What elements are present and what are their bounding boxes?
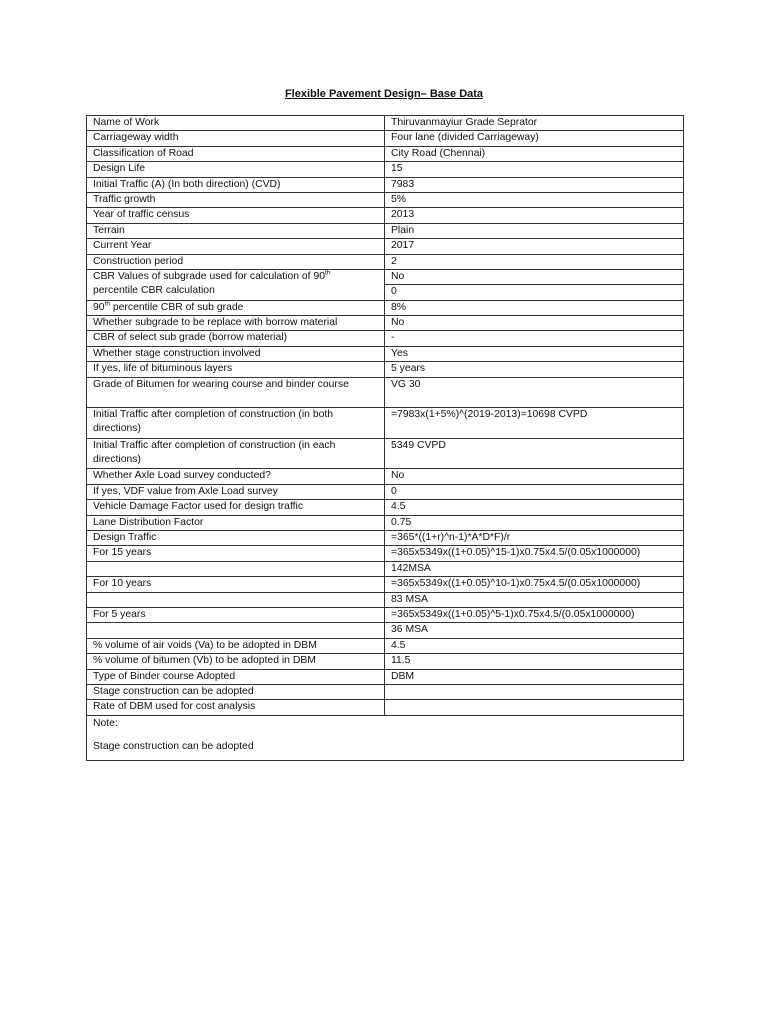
row-label: Initial Traffic (A) (In both direction) (CVD) [87, 177, 385, 192]
row-value: Plain [385, 223, 684, 238]
table-row [87, 469, 684, 484]
row-label: Lane Distribution Factor [87, 515, 385, 530]
row-label: Whether Axle Load survey conducted? [87, 469, 385, 484]
table-row [87, 515, 684, 530]
row-value: 2 [385, 254, 684, 269]
note-heading: Note: [93, 717, 118, 729]
row-value: 36 MSA [385, 623, 684, 638]
row-label: Current Year [87, 239, 385, 254]
row-value: 11.5 [385, 654, 684, 669]
row-value: =365x5349x((1+0.05)^10-1)x0.75x4.5/(0.05x1000000) [385, 577, 684, 592]
row-label: Initial Traffic after completion of construction (in both directions) [87, 408, 385, 439]
row-value: No [385, 269, 684, 284]
row-label: Design Traffic [87, 530, 385, 545]
table-row [87, 684, 684, 699]
table-row [87, 223, 684, 238]
row-value: DBM [385, 669, 684, 684]
table-row [87, 362, 684, 377]
row-value: 5349 CVPD [385, 438, 684, 469]
row-label: Classification of Road [87, 146, 385, 161]
note-cell [87, 715, 684, 760]
row-label: If yes, VDF value from Axle Load survey [87, 484, 385, 499]
table-row [87, 131, 684, 146]
row-value: =365x5349x((1+0.05)^15-1)x0.75x4.5/(0.05x1000000) [385, 546, 684, 561]
row-value: 0 [385, 484, 684, 499]
row-label: Whether stage construction involved [87, 346, 385, 361]
row-label: % volume of bitumen (Vb) to be adopted in DBM [87, 654, 385, 669]
row-label: Grade of Bitumen for wearing course and binder course [87, 377, 385, 408]
row-value [385, 684, 684, 699]
row-label [87, 561, 385, 576]
row-label: Rate of DBM used for cost analysis [87, 700, 385, 715]
row-value: No [385, 469, 684, 484]
percentile-label: percentile CBR of sub grade [109, 301, 244, 313]
row-label [87, 269, 385, 300]
table-row [87, 577, 684, 592]
row-value: 0.75 [385, 515, 684, 530]
table-row [87, 484, 684, 499]
table-row [87, 146, 684, 161]
document-title: Flexible Pavement Design– Base Data [284, 88, 484, 100]
row-value [385, 700, 684, 715]
row-label: If yes, life of bituminous layers [87, 362, 385, 377]
table-row [87, 623, 684, 638]
row-label: Construction period [87, 254, 385, 269]
table-row [87, 316, 684, 331]
note-text: Stage construction can be adopted [93, 740, 254, 752]
row-label: Carriageway width [87, 131, 385, 146]
row-label: Vehicle Damage Factor used for design traffic [87, 500, 385, 515]
table-row [87, 500, 684, 515]
table-row [87, 638, 684, 653]
row-value: No [385, 316, 684, 331]
row-value: 2017 [385, 239, 684, 254]
row-value: 8% [385, 300, 684, 315]
row-value: 0 [385, 285, 684, 300]
row-label: CBR of select sub grade (borrow material) [87, 331, 385, 346]
row-label: Terrain [87, 223, 385, 238]
table-row [87, 408, 684, 439]
row-label [87, 300, 385, 315]
row-label: For 5 years [87, 607, 385, 622]
table-row [87, 239, 684, 254]
note-row [87, 715, 684, 760]
cbr-label-line1: CBR Values of subgrade used for calculation of 90 [93, 270, 326, 282]
ordinal-suffix: th [325, 269, 331, 277]
row-value: =7983x(1+5%)^(2019-2013)=10698 CVPD [385, 408, 684, 439]
row-label [87, 623, 385, 638]
table-row [87, 254, 684, 269]
row-label: For 10 years [87, 577, 385, 592]
row-label: Stage construction can be adopted [87, 684, 385, 699]
table-row [87, 346, 684, 361]
row-label: Traffic growth [87, 192, 385, 207]
table-row [87, 177, 684, 192]
percentile-number: 90 [93, 301, 105, 313]
row-label: For 15 years [87, 546, 385, 561]
row-label: Initial Traffic after completion of construction (in each directions) [87, 438, 385, 469]
row-value: Thiruvanmayiur Grade Seprator [385, 116, 684, 131]
row-value: Four lane (divided Carriageway) [385, 131, 684, 146]
table-row [87, 438, 684, 469]
table-row [87, 561, 684, 576]
table-row [87, 269, 684, 284]
row-value: 4.5 [385, 500, 684, 515]
row-label: Type of Binder course Adopted [87, 669, 385, 684]
row-value: City Road (Chennai) [385, 146, 684, 161]
table-row [87, 669, 684, 684]
row-value: =365x5349x((1+0.05)^5-1)x0.75x4.5/(0.05x1000000) [385, 607, 684, 622]
table-row [87, 530, 684, 545]
row-value: 5 years [385, 362, 684, 377]
table-row [87, 700, 684, 715]
table-row [87, 192, 684, 207]
row-value: 4.5 [385, 638, 684, 653]
row-value: =365*((1+r)^n-1)*A*D*F)/r [385, 530, 684, 545]
row-value: VG 30 [385, 377, 684, 408]
row-label: % volume of air voids (Va) to be adopted in DBM [87, 638, 385, 653]
table-row [87, 331, 684, 346]
table-row [87, 546, 684, 561]
base-data-table [86, 115, 684, 761]
table-row [87, 654, 684, 669]
row-label: Whether subgrade to be replace with borrow material [87, 316, 385, 331]
row-label: Year of traffic census [87, 208, 385, 223]
table-row [87, 300, 684, 315]
table-row [87, 162, 684, 177]
row-value: 15 [385, 162, 684, 177]
table-row [87, 607, 684, 622]
row-value: 142MSA [385, 561, 684, 576]
ordinal-suffix: th [104, 300, 110, 308]
cbr-label-line2: percentile CBR calculation [93, 284, 215, 296]
table-row [87, 592, 684, 607]
row-label: Design Life [87, 162, 385, 177]
row-value: Yes [385, 346, 684, 361]
row-value: 2013 [385, 208, 684, 223]
table-row [87, 377, 684, 408]
table-row [87, 208, 684, 223]
table-row [87, 116, 684, 131]
row-value: - [385, 331, 684, 346]
row-value: 5% [385, 192, 684, 207]
row-label [87, 592, 385, 607]
row-value: 7983 [385, 177, 684, 192]
row-label: Name of Work [87, 116, 385, 131]
row-value: 83 MSA [385, 592, 684, 607]
